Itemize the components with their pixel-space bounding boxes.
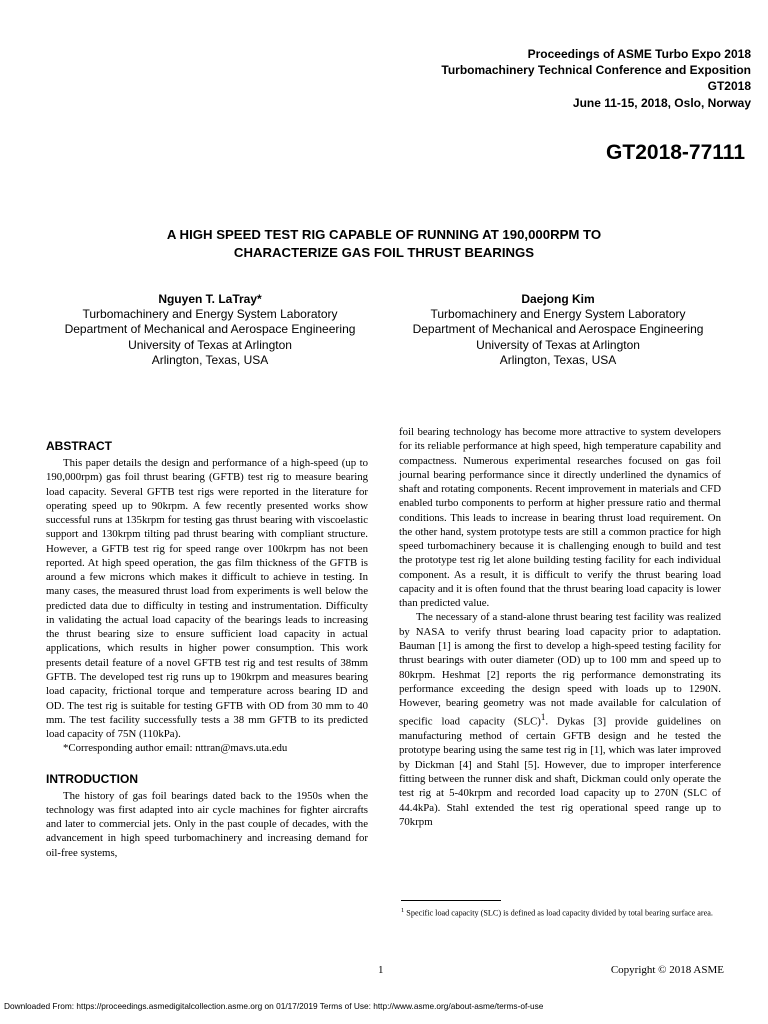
abstract-body: This paper details the design and performance of a high-speed (up to 190,000rpm) gas foil thrust bearing (GFTB) test rig to measure bearing load capacity. Several GFTB test rigs were reported in the literature for operating speed up to 90krpm. A few recently presented works show successful runs at 135krpm for testing gas thrust bearing with viscoelastic support and 130krpm tilting pad thrust bearing with compliant structure. However, a GFTB test rig for speed range over 100krpm has not been reported. At high speed operation, the gas film thickness of the GFTB is around a few microns which makes it difficult to achieve in testing. In many cases, the measured thrust load from experiments is well below the predicted data due to difficulty in testing and instrumentation. Difficulty in validating the actual load capacity of the bearings leads to increasing the thrust bearing size to ensure sufficient load capacity in actual applications, which results in higher power consumption. This work presents detail feature of a novel GFTB test rig and test results of 38mm GFTB. The developed test rig runs up to 190krpm and measures bearing load capacity, frictional torque and temperature across bearing ID and OD. The test rig is suitable for testing GFTB with OD from 30 mm to 40 mm. The test facility successfully tests a 38 mm GFTB to its predicted load capacity of 75N (110kPa). bbox=[46, 457, 368, 741]
copyright: Copyright © 2018 ASME bbox=[610, 964, 724, 976]
author-block bbox=[393, 292, 723, 368]
author-name: Daejong Kim bbox=[521, 292, 595, 306]
author-dept: Department of Mechanical and Aerospace Engineering bbox=[412, 322, 704, 337]
introduction-heading: INTRODUCTION bbox=[46, 771, 138, 786]
author-univ: University of Texas at Arlington bbox=[128, 337, 292, 352]
proceedings-line: June 11-15, 2018, Oslo, Norway bbox=[572, 95, 751, 110]
proceedings-line: GT2018 bbox=[707, 79, 751, 94]
author-univ: University of Texas at Arlington bbox=[476, 337, 640, 352]
author-city: Arlington, Texas, USA bbox=[151, 352, 269, 367]
author-block bbox=[45, 292, 375, 368]
proceedings-line: Turbomachinery Technical Conference and Exposition bbox=[441, 63, 751, 78]
page-number: 1 bbox=[378, 964, 384, 976]
footnote bbox=[401, 905, 726, 919]
paper-title bbox=[60, 226, 708, 261]
author-name: Nguyen T. LaTray* bbox=[158, 292, 262, 306]
paper-id: GT2018-77111 bbox=[606, 141, 745, 164]
intro-paragraph: The history of gas foil bearings dated back to the 1950s when the technology was first adapted into air cycle machines for fighter aircrafts and later to commercial jets. Only in the past couple of decades, with the advancement in high speed turbomachinery and increasing demand for oil-free systems, bbox=[46, 789, 368, 859]
title-line: CHARACTERIZE GAS FOIL THRUST BEARINGS bbox=[233, 244, 535, 260]
left-column bbox=[46, 438, 368, 860]
intro-paragraph bbox=[399, 610, 721, 829]
author-dept: Department of Mechanical and Aerospace Engineering bbox=[64, 322, 356, 337]
right-column bbox=[399, 425, 721, 829]
author-lab: Turbomachinery and Energy System Laboratory bbox=[82, 307, 338, 322]
paragraph-text: . Dykas [3] provide guidelines on manufacturing method of certain GFTB design and he tested the prototype bearing using the same test rig in [1], which was later improved by Dickman [4] and Stahl [5]. However, due to improper interference fitting between the runner disk and shaft, Dickman could only operate the test rig at 5-40krpm and recorded load capacity up to 270N (SLC of 44.4kPa). Stahl extended the test rig operational speed range up to 70krpm bbox=[399, 715, 721, 828]
author-lab: Turbomachinery and Energy System Laboratory bbox=[430, 307, 686, 322]
proceedings-line: Proceedings of ASME Turbo Expo 2018 bbox=[527, 47, 751, 61]
corresponding-author: *Corresponding author email: nttran@mavs.uta.edu bbox=[63, 742, 288, 755]
footnote-ref[interactable]: 1 bbox=[540, 712, 546, 723]
abstract-heading: ABSTRACT bbox=[46, 439, 112, 453]
footnote-text: Specific load capacity (SLC) is defined as load capacity divided by total bearing surface area. bbox=[404, 908, 713, 918]
intro-paragraph: foil bearing technology has become more attractive to system developers for its reliable performance at high speed, high temperature capability and compactness. Numerous experimental researches focused on gas foil journal bearing performance since it directly underlined the dynamics of shaft and rotating components. Recent improvement in materials and CFD enabled turbo components to perform at higher pressure ratio and thermal conditions. This leads to increase in bearing thrust load requirement. On the other hand, system prototype tests are still a common practice for high speed turbomachinery because it is challenging enough to build and test the prototype test rig let alone building testing facility for each individual component. As a result, it is difficult to verify the thrust bearing load capacity and it is often found that the thrust bearing load capacity is lower than predicted value. bbox=[399, 426, 721, 610]
proceedings-header bbox=[331, 46, 751, 111]
paragraph-text: The necessary of a stand-alone thrust bearing test facility was realized by NASA to verify thrust bearing load capacity prior to adaptation. Bauman [1] is among the first to develop a high-speed testing facility for thrust bearings with outer diameter (OD) up to 100 mm and speed up to 80krpm. Heshmat [2] reports the rig performance demonstrating its performance exceeding the design speed with loads up to 1290N. However, bearing geometry was not made available for calculation of specific load capacity (SLC) bbox=[399, 611, 721, 728]
footnote-divider bbox=[401, 900, 501, 901]
author-city: Arlington, Texas, USA bbox=[499, 352, 617, 367]
download-notice: Downloaded From: https://proceedings.asmedigitalcollection.asme.org on 01/17/2019 Terms of Use: http://www.asme.org/about-asme/terms-of-use bbox=[4, 1001, 544, 1011]
title-line: A HIGH SPEED TEST RIG CAPABLE OF RUNNING AT 190,000RPM TO bbox=[166, 227, 602, 242]
footnote-mark: 1 bbox=[401, 907, 405, 914]
